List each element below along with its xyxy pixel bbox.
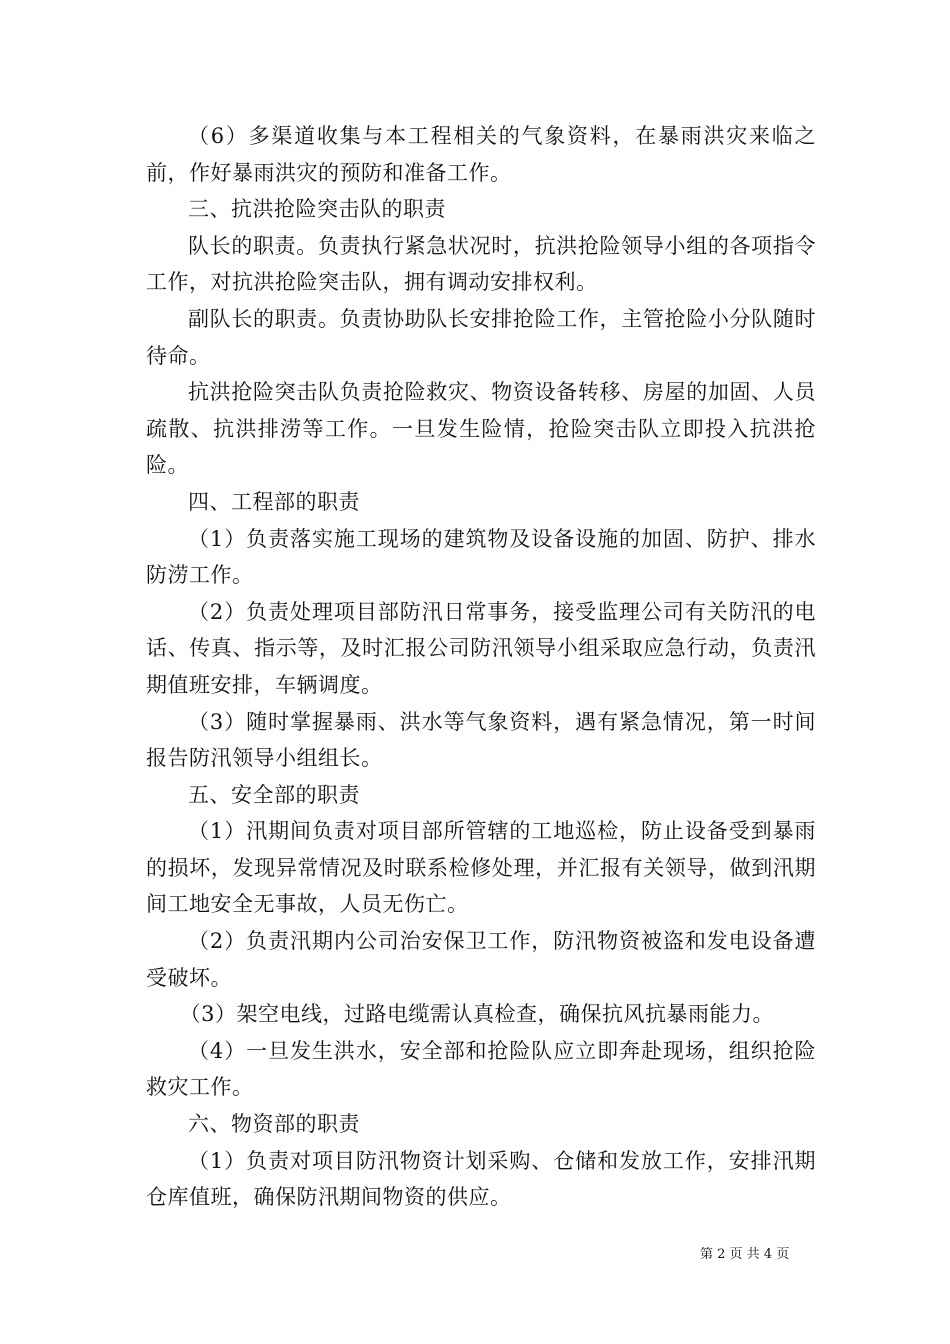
paragraph-7: （3）随时掌握暴雨、洪水等气象资料，遇有紧急情况，第一时间报告防汛领导小组组长。 — [146, 709, 816, 771]
document-body — [146, 118, 816, 1216]
paragraph-4: 抗洪抢险突击队负责抢险救灾、物资设备转移、房屋的加固、人员疏散、抗洪排涝等工作。一旦发生险情，抢险突击队立即投入抗洪抢险。 — [146, 380, 816, 478]
paragraph-9: （2）负责汛期内公司治安保卫工作，防汛物资被盗和发电设备遭受破坏。 — [146, 929, 816, 990]
paragraph-11: （4）一旦发生洪水，安全部和抢险队应立即奔赴现场，组织抢险救灾工作。 — [146, 1038, 816, 1100]
paragraph-6: （2）负责处理项目部防汛日常事务，接受监理公司有关防汛的电话、传真、指示等，及时汇报公司防汛领导小组采取应急行动，负责汛期值班安排，车辆调度。 — [146, 599, 816, 697]
paragraph-2: 队长的职责。负责执行紧急状况时，抗洪抢险领导小组的各项指令工作，对抗洪抢险突击队，拥有调动安排权利。 — [146, 233, 816, 295]
paragraph-8: （1）汛期间负责对项目部所管辖的工地巡检，防止设备受到暴雨的损坏，发现异常情况及时联系检修处理，并汇报有关领导，做到汛期间工地安全无事故，人员无伤亡。 — [146, 819, 816, 917]
paragraph-3: 副队长的职责。负责协助队长安排抢险工作，主管抢险小分队随时待命。 — [146, 306, 816, 368]
section-heading-3: 三、抗洪抢险突击队的职责 — [188, 197, 446, 222]
section-heading-4: 四、工程部的职责 — [188, 489, 360, 514]
paragraph-1: （6）多渠道收集与本工程相关的气象资料，在暴雨洪灾来临之前，作好暴雨洪灾的预防和准备工作。 — [146, 124, 816, 185]
paragraph-10: （3）架空电线，过路电缆需认真检查，确保抗风抗暴雨能力。 — [179, 1002, 774, 1027]
paragraph-12: （1）负责对项目防汛物资计划采购、仓储和发放工作，安排汛期仓库值班，确保防汛期间物资的供应。 — [146, 1148, 816, 1210]
section-heading-6: 六、物资部的职责 — [188, 1112, 360, 1137]
section-heading-5: 五、安全部的职责 — [188, 782, 360, 807]
paragraph-5: （1）负责落实施工现场的建筑物及设备设施的加固、防护、排水防涝工作。 — [146, 526, 816, 588]
page-number-footer: 第 2 页 共 4 页 — [700, 1247, 790, 1262]
